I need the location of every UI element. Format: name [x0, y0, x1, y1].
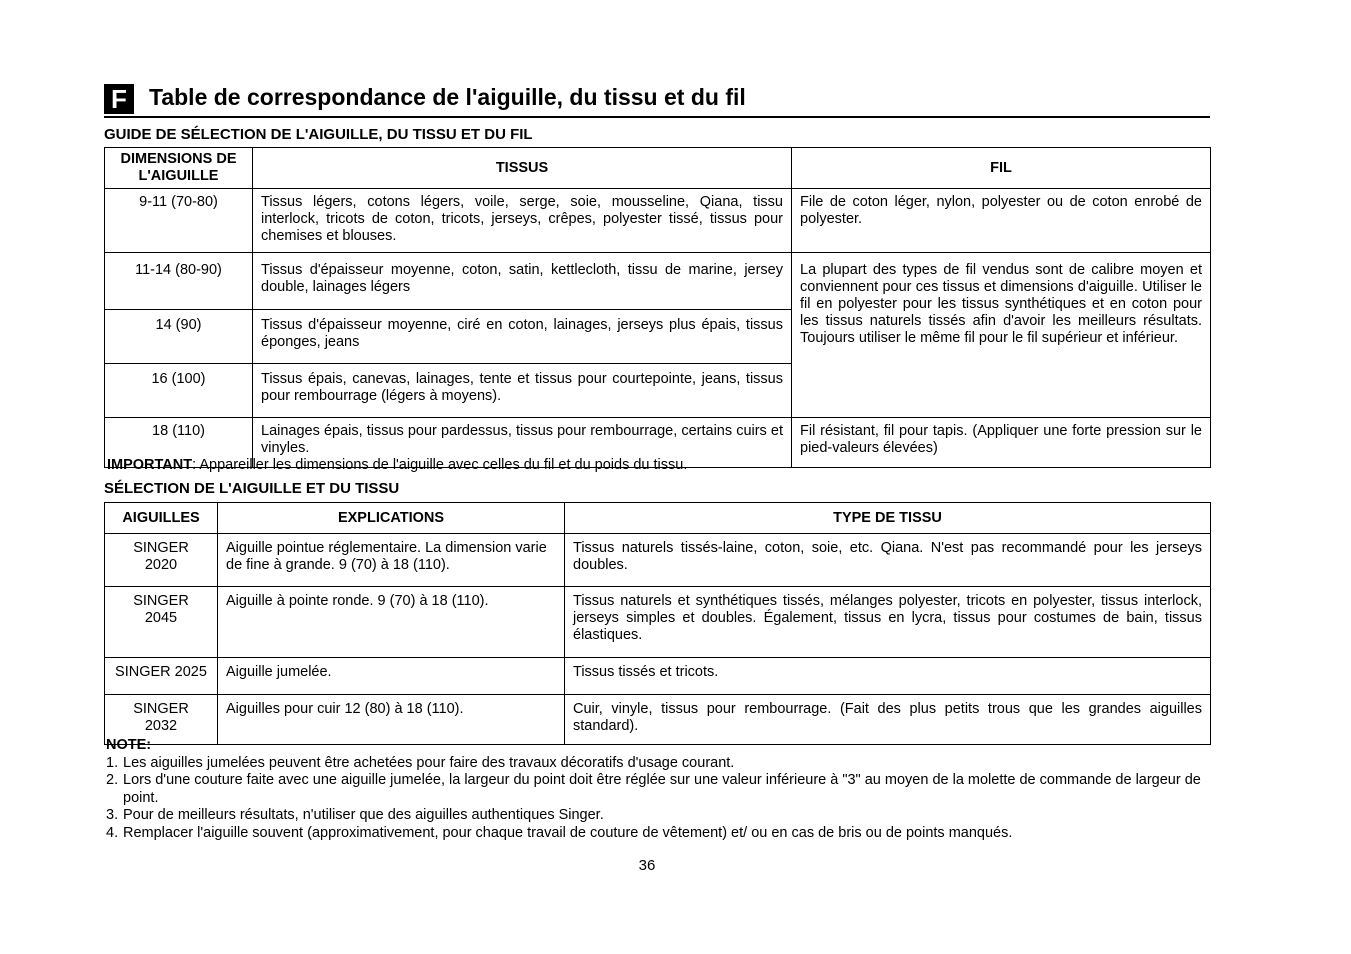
important-label: IMPORTANT — [107, 457, 193, 473]
list-item-text: Lors d'une couture faite avec une aiguille jumelée, la largeur du point doit être réglée sur une valeur inférieure à "3" au moyen de la molette de commande de largeur de point. — [123, 772, 1201, 806]
thread-cell: File de coton léger, nylon, polyester ou de coton enrobé de polyester. — [792, 189, 1211, 253]
list-item — [106, 807, 1216, 825]
needle-model-line: SINGER — [133, 701, 189, 717]
needle-model-cell: SINGER 2025 — [105, 658, 218, 695]
needle-model-line: SINGER — [133, 593, 189, 609]
fabric-cell: Tissus légers, cotons légers, voile, serge, soie, mousseline, Qiana, tissu interlock, tricots de coton, tricots, jerseys, crêpes, polyester tissé, tissus pour chemises et blouses. — [253, 189, 792, 253]
needle-size-cell: 18 (110) — [105, 418, 253, 468]
list-item — [106, 755, 1216, 773]
fabric-cell: Lainages épais, tissus pour pardessus, tissus pour rembourrage, certains cuirs et vinyles. — [253, 418, 792, 468]
note-title: NOTE: — [106, 737, 152, 753]
fabric-type-cell: Tissus tissés et tricots. — [565, 658, 1211, 695]
needle-size-cell: 14 (90) — [105, 310, 253, 364]
explanation-cell: Aiguilles pour cuir 12 (80) à 18 (110). — [218, 695, 565, 745]
fabric-type-cell: Tissus naturels tissés-laine, coton, soie, etc. Qiana. N'est pas recommandé pour les jerseys doubles. — [565, 534, 1211, 587]
page-header — [104, 82, 1210, 118]
needle-size-cell: 9-11 (70-80) — [105, 189, 253, 253]
needle-fabric-thread-table — [104, 147, 1211, 468]
table-row — [105, 253, 1211, 310]
table-row — [105, 658, 1211, 695]
page-title: Table de correspondance de l'aiguille, du tissu et du fil — [149, 84, 746, 110]
list-item-text: Pour de meilleurs résultats, n'utiliser que des aiguilles authentiques Singer. — [123, 807, 604, 824]
list-item — [106, 772, 1216, 807]
explanation-cell: Aiguille pointue réglementaire. La dimension varie de fine à grande. 9 (70) à 18 (110). — [218, 534, 565, 587]
fabric-type-cell: Tissus naturels et synthétiques tissés, mélanges polyester, tricots en polyester, tissus interlock, jerseys simples et doubles. Également, tissus en lycra, tissus pour costumes de bain, tissus élastiques. — [565, 587, 1211, 658]
fabric-cell: Tissus d'épaisseur moyenne, coton, satin, kettlecloth, tissu de marine, jersey double, lainages légers — [253, 253, 792, 310]
list-item-text: Remplacer l'aiguille souvent (approximativement, pour chaque travail de couture de vêtement) et/ ou en cas de bris ou de points manqués. — [123, 824, 1013, 841]
thread-cell: Fil résistant, fil pour tapis. (Appliquer une forte pression sur le pied-valeurs élevées) — [792, 418, 1211, 468]
needle-selection-heading: SÉLECTION DE L'AIGUILLE ET DU TISSU — [104, 480, 400, 497]
list-item-number: 3. — [106, 807, 119, 824]
needle-model-cell — [105, 534, 218, 587]
note-list — [106, 755, 1216, 843]
list-item-text: Les aiguilles jumelées peuvent être achetées pour faire des travaux décoratifs d'usage courant. — [123, 754, 735, 771]
list-item-number: 2. — [106, 772, 119, 789]
table-header-row — [105, 503, 1211, 534]
needle-size-cell: 11-14 (80-90) — [105, 253, 253, 310]
column-header-dimensions: DIMENSIONS DE L'AIGUILLE — [105, 148, 253, 189]
column-header-explications: EXPLICATIONS — [218, 503, 565, 534]
thread-cell: La plupart des types de fil vendus sont de calibre moyen et conviennent pour ces tissus et dimensions d'aiguille. Utiliser le fil en polyester pour les tissus synthétiques et en coton pour les tissus naturels tissés afin d'avoir les meilleurs résultats. Toujours utiliser le même fil pour le fil supérieur et inférieur. — [792, 253, 1211, 418]
explanation-cell: Aiguille jumelée. — [218, 658, 565, 695]
needle-guide-heading: GUIDE DE SÉLECTION DE L'AIGUILLE, DU TISSU ET DU FIL — [104, 126, 533, 143]
needle-model-number: 2032 — [144, 718, 178, 734]
list-item — [106, 825, 1216, 843]
column-header-type-tissu: TYPE DE TISSU — [565, 503, 1211, 534]
column-header-tissus: TISSUS — [253, 148, 792, 189]
table-row — [105, 534, 1211, 587]
table-row — [105, 587, 1211, 658]
fabric-type-cell: Cuir, vinyle, tissus pour rembourrage. (Fait des plus petits trous que les grandes aiguilles standard). — [565, 695, 1211, 745]
needle-model-cell — [105, 587, 218, 658]
needle-model-number: 2045 — [144, 610, 178, 626]
column-header-fil: FIL — [792, 148, 1211, 189]
table-header-row — [105, 148, 1211, 189]
fabric-cell: Tissus d'épaisseur moyenne, ciré en coton, lainages, jerseys plus épais, tissus éponges, jeans — [253, 310, 792, 364]
table-row — [105, 189, 1211, 253]
note-section — [106, 737, 1216, 843]
page-number: 36 — [638, 857, 656, 874]
list-item-number: 1. — [106, 754, 119, 771]
needle-selection-table — [104, 502, 1211, 745]
list-item-number: 4. — [106, 824, 119, 841]
important-text: : Appareiller les dimensions de l'aiguille avec celles du fil et du poids du tissu. — [192, 457, 688, 473]
needle-size-cell: 16 (100) — [105, 364, 253, 418]
section-letter-badge: F — [104, 84, 134, 114]
needle-model-line: SINGER — [133, 540, 189, 556]
explanation-cell: Aiguille à pointe ronde. 9 (70) à 18 (110). — [218, 587, 565, 658]
important-note — [107, 457, 687, 474]
needle-model-number: 2020 — [144, 557, 178, 573]
fabric-cell: Tissus épais, canevas, lainages, tente et tissus pour courtepointe, jeans, tissus pour rembourrage (légers à moyens). — [253, 364, 792, 418]
column-header-aiguilles: AIGUILLES — [105, 503, 218, 534]
